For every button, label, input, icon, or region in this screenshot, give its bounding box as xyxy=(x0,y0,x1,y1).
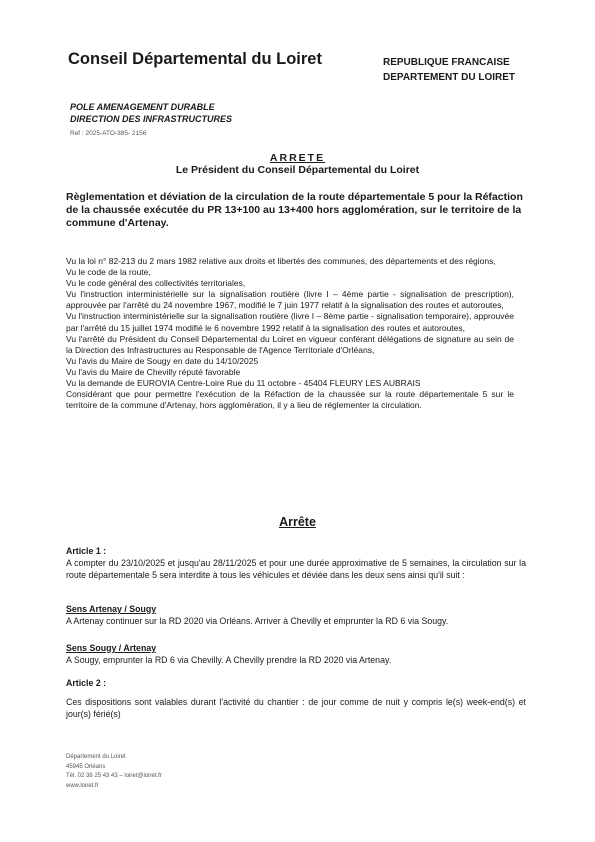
footer-line: www.loiret.fr xyxy=(66,782,99,789)
sens-2-title: Sens Sougy / Artenay xyxy=(66,643,157,653)
sens-2-text: A Sougy, emprunter la RD 6 via Chevilly. A Chevilly prendre la RD 2020 via Artenay. xyxy=(66,655,392,665)
visa-line: Vu le code général des collectivités territoriales, xyxy=(66,278,246,289)
visa-line: Vu l'avis du Maire de Chevilly réputé favorable xyxy=(66,366,241,377)
article-2 xyxy=(66,677,526,720)
article-2-text: Ces dispositions sont valables durant l'activité du chantier : de jour comme de nuit y compris le(s) week-end(s) et jour(s) férié(s) xyxy=(66,697,526,719)
direction-line: DIRECTION DES INFRASTRUCTURES xyxy=(70,114,233,124)
pole-block xyxy=(70,101,232,125)
visa-line: Vu le code de la route, xyxy=(66,267,151,278)
article-2-title: Article 2 : xyxy=(66,678,107,688)
reference-number: Ref : 2025-ATO-385- 2156 xyxy=(70,130,147,137)
footer-line: Département du Loiret xyxy=(66,754,126,760)
sens-1-title: Sens Artenay / Sougy xyxy=(66,604,157,614)
sens-1-text: A Artenay continuer sur la RD 2020 via Orléans. Arriver à Chevilly et emprunter la RD 6 via Sougy. xyxy=(66,616,449,626)
visas-block xyxy=(66,256,514,411)
sens-artenay-sougy xyxy=(66,603,536,627)
visa-line: Vu l'arrêté du Président du Conseil Départemental du Loiret en vigueur conférant délégations de signature au sein de la Direction des Infrastructures au Responsable de l'Agence Territoriale d'Orléans, xyxy=(66,333,514,355)
subject-paragraph: Règlementation et déviation de la circulation de la route départementale 5 pour la Réfaction de la chaussée exécutée du PR 13+100 au 13+400 hors agglomération, sur le territoire de la commune d'Artenay. xyxy=(66,191,523,229)
document-title: ARRETE xyxy=(269,152,326,164)
article-1-text: A compter du 23/10/2025 et jusqu'au 28/11/2025 et pour une durée approximative de 5 semaines, la circulation sur la route départementale 5 sera interdite à tous les véhicules et déviée dans les deux sens ainsi qu'il suit : xyxy=(66,558,526,580)
visa-line: Vu l'avis du Maire de Sougy en date du 14/10/2025 xyxy=(66,355,259,366)
organization-name: Conseil Départemental du Loiret xyxy=(68,50,322,68)
footer-line: 45945 Orléans xyxy=(66,763,106,770)
article-1-title: Article 1 : xyxy=(66,546,107,556)
visa-line: Vu l'instruction interministérielle sur la signalisation routière (livre I – 8ème partie - signalisation temporaire), approuvée par l'arrêté du 15 juillet 1974 modifié le 6 novembre 1992 relatif à la signalisation des routes et autoroutes, xyxy=(66,311,514,333)
visa-line: Vu la demande de EUROVIA Centre-Loire Rue du 11 octobre - 45404 FLEURY LES AUBRAIS xyxy=(66,378,421,389)
arrete-heading: Arrête xyxy=(279,515,316,529)
visa-line: Vu la loi n° 82-213 du 2 mars 1982 relative aux droits et libertés des communes, des départements et des régions, xyxy=(66,256,496,266)
republic-header xyxy=(383,55,515,85)
republic-line: REPUBLIQUE FRANCAISE xyxy=(383,57,510,68)
footer-line: Tél. 02 38 25 43 43 – loiret@loiret.fr xyxy=(66,773,162,779)
article-1 xyxy=(66,545,526,581)
visa-line: Considérant que pour permettre l'exécution de la Réfaction de la chaussée sur la route départementale 5 sur le territoire de la commune d'Artenay, hors agglomération, il y a lieu de réglementer la circulation. xyxy=(66,389,514,411)
sens-sougy-artenay xyxy=(66,642,536,666)
department-line: DEPARTEMENT DU LOIRET xyxy=(383,72,516,83)
president-line: Le Président du Conseil Départemental du Loiret xyxy=(175,164,420,176)
footer-address xyxy=(66,753,162,791)
visa-line: Vu l'instruction interministérielle sur la signalisation routière (livre I – 4ème partie - signalisation de prescription), approuvée par l'arrêté du 24 novembre 1967, modifié le 7 juin 1977 relatif à la signalisation des routes et autoroutes, xyxy=(66,289,514,311)
pole-line: POLE AMENAGEMENT DURABLE xyxy=(70,102,215,112)
